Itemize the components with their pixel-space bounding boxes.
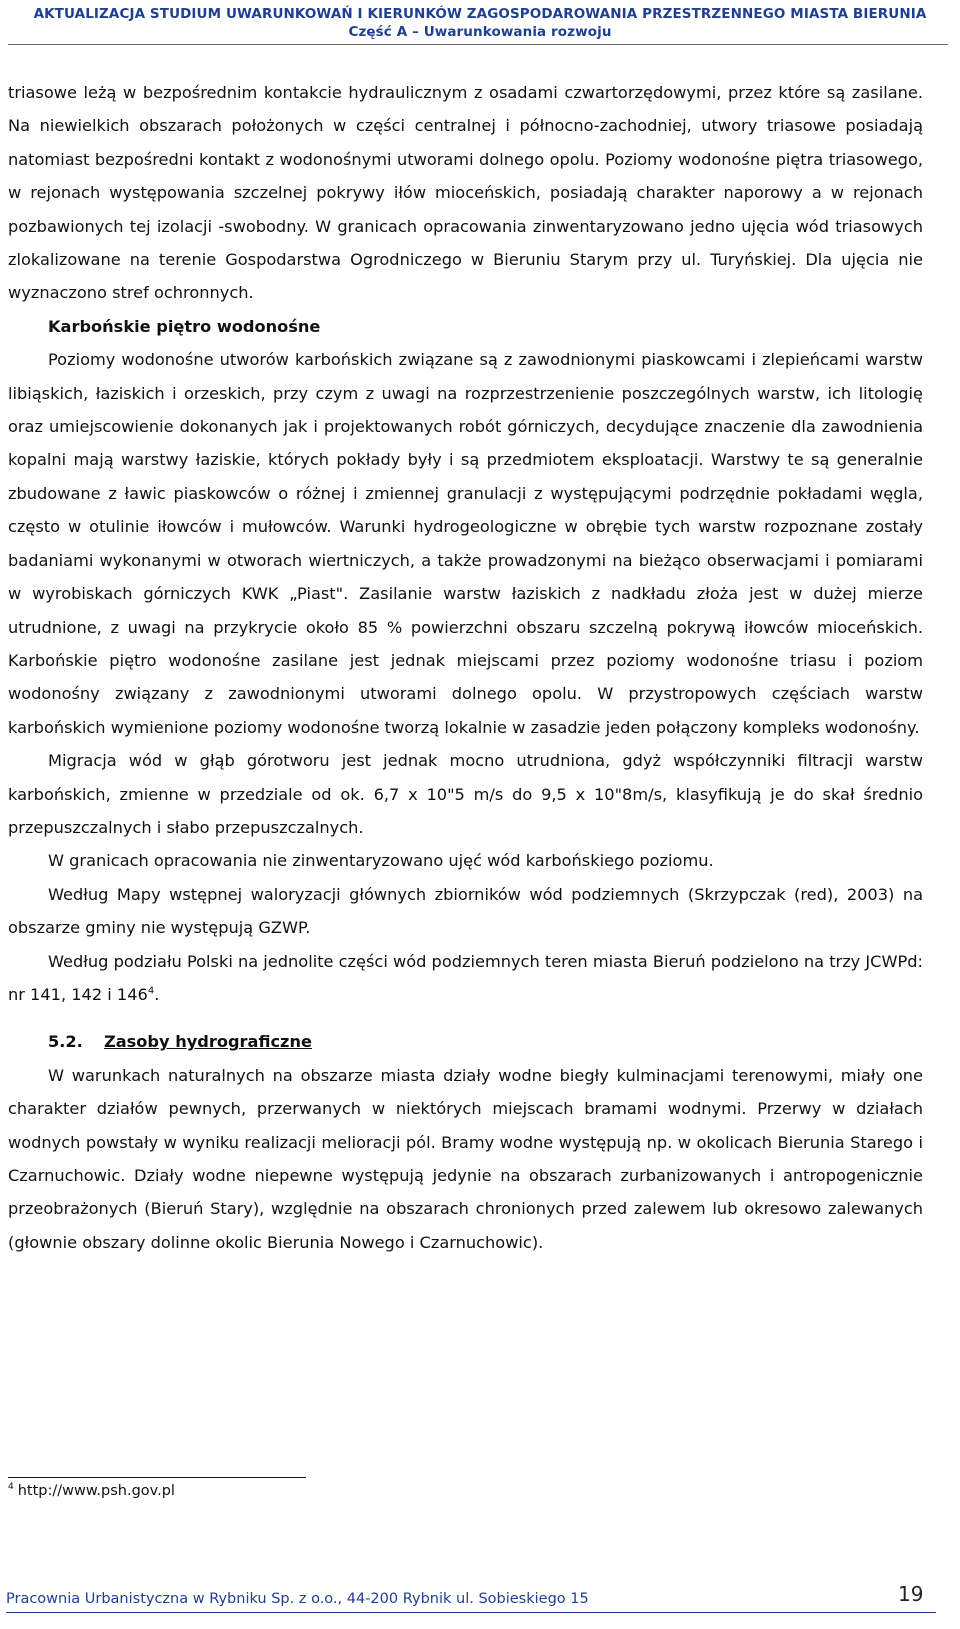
paragraph-trias: triasowe leżą w bezpośrednim kontakcie hydraulicznym z osadami czwartorzędowymi, przez które są zasilane. Na niewielkich obszarach położonych w części centralnej i północno-zachodniej, utwory triasowe posiadają natomiast bezpośredni kontakt z wodonośnymi utworami dolnego opolu. Poziomy wodonośne piętra triasowego, w rejonach występowania szczelnej pokrywy iłów mioceńskich, posiadają charakter naporowy a w rejonach pozbawionych tej izolacji -swobodny. W granicach opracowania zinwentaryzowano jedno ujęcia wód triasowych zlokalizowane na terenie Gospodarstwa Ogrodniczego w Bieruniu Starym przy ul. Turyńskiej. Dla ujęcia nie wyznaczono stref ochronnych. [8,83,923,303]
footnote-mark: 4 [8,1482,14,1493]
section-title: Zasoby hydrograficzne [104,1032,312,1052]
footnote-link[interactable]: http://www.psh.gov.pl [17,1483,175,1499]
paragraph-jcwpd-text: Według podziału Polski na jednolite części wód podziemnych teren miasta Bieruń podzielono na trzy JCWPd: nr 141, 142 i 146 [8,951,923,1004]
paragraph-migracja: Migracja wód w głąb górotworu jest jednak mocno utrudniona, gdyż współczynniki filtracji warstw karbońskich, zmienne w przedziale od ok. 6,7 x 10"5 m/s do 9,5 x 10"8m/s, klasyfikują je do skał średnio przepuszczalnych i słabo przepuszczalnych. [8,751,923,837]
header-subtitle: Część A – Uwarunkowania rozwoju [348,24,612,40]
paragraph-jcwpd [8,945,923,1012]
paragraph-hydrografia: W warunkach naturalnych na obszarze miasta działy wodne biegły kulminacjami terenowymi, miały one charakter działów pewnych, przerwanych w niektórych miejscach bramami wodnymi. Przerwy w działach wodnych powstały w wyniku realizacji melioracji pól. Bramy wodne występują np. w okolicach Bierunia Starego i Czarnuchowic. Działy wodne niepewne występują jedynie na obszarach zurbanizowanych i antropogenicznie przeobrażonych (Bieruń Stary), względnie na obszarach chronionych przed zalewem lub okresowo zalewanych (głownie obszary dolinne okolic Bierunia Nowego i Czarnuchowic). [8,1065,923,1252]
paragraph-gzwp: Według Mapy wstępnej waloryzacji głównych zbiorników wód podziemnych (Skrzypczak (red), 2003) na obszarze gminy nie występują GZWP. [8,884,923,938]
footnote [8,1483,175,1499]
section-number: 5.2. [48,1032,83,1052]
paragraph-ujecia: W granicach opracowania nie zinwentaryzowano ujęć wód karbońskiego poziomu. [48,851,714,871]
section-heading [8,1025,923,1058]
paragraph-karbon: Poziomy wodonośne utworów karbońskich związane są z zawodnionymi piaskowcami i zlepieńcami warstw libiąskich, łaziskich i orzeskich, przy czym z uwagi na rozprzestrzenienie poszczególnych warstw, ich litologię oraz umiejscowienie dokonanych jak i projektowanych robót górniczych, decydujące znaczenie dla zawodnienia kopalni mają warstwy łaziskie, których pokłady były i są przedmiotem eksploatacji. Warstwy te są generalnie zbudowane z ławic piaskowców o różnej i zmiennej granulacji z występującymi podrzędnie pokładami węgla, często w otulinie iłowców i mułowców. Warunki hydrogeologiczne w obrębie tych warstw rozpoznane zostały badaniami wykonanymi w otworach wiertniczych, a także prowadzonymi na bieżąco obserwacjami i pomiarami w wyrobiskach górniczych KWK „Piast". Zasilanie warstw łaziskich z nadkładu złoża jest w dużej mierze utrudnione, z uwagi na przykrycie około 85 % powierzchni obszaru szczelną pokrywą iłowców mioceńskich. Karbońskie piętro wodonośne zasilane jest jednak miejscami przez poziomy wodonośne triasu i poziom wodonośny związany z zawodnionymi utworami dolnego opolu. W przystropowych częściach warstw karbońskich wymienione poziomy wodonośne tworzą lokalnie w zasadzie jeden połączony kompleks wodonośny. [8,350,923,737]
footnote-rule [8,1477,306,1478]
footer-rule [6,1612,936,1613]
document-body [8,76,923,1259]
header-title: AKTUALIZACJA STUDIUM UWARUNKOWAŃ I KIERUNKÓW ZAGOSPODAROWANIA PRZESTRZENNEGO MIASTA BIERUNIA [33,6,927,22]
footnote-ref[interactable]: 4 [147,985,155,997]
paragraph-jcwpd-end: . [154,984,160,1004]
header-rule [8,44,948,45]
heading-karbon: Karbońskie piętro wodonośne [48,316,321,336]
page-number: 19 [898,1582,924,1606]
footer-text: Pracownia Urbanistyczna w Rybniku Sp. z o.o., 44-200 Rybnik ul. Sobieskiego 15 [6,1591,589,1607]
